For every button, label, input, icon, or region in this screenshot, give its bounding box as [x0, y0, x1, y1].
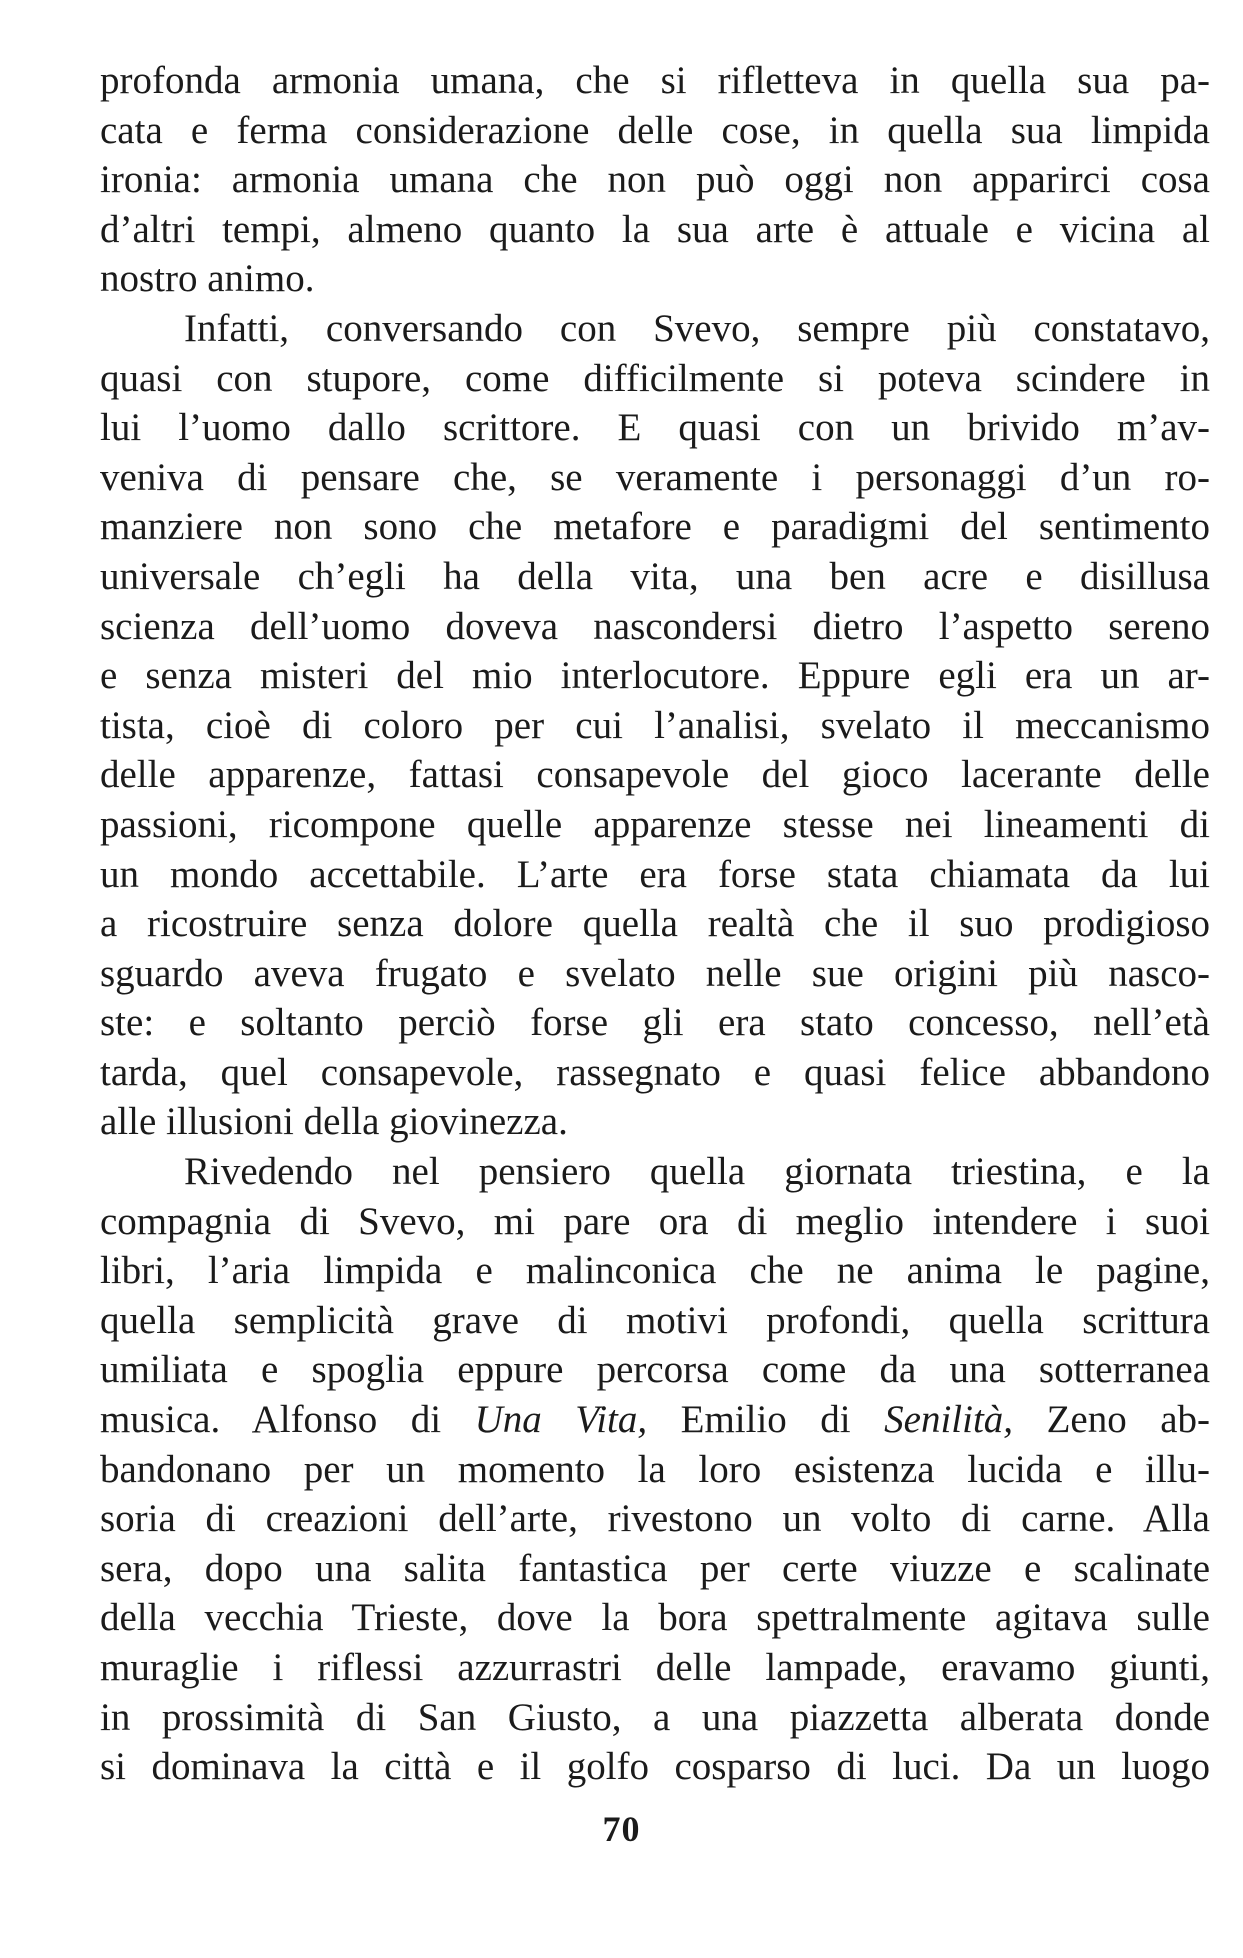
text-line-with-titles [100, 1395, 1210, 1445]
text-line: soria di creazioni dell’arte, rivestono un volto di carne. Alla [100, 1497, 1210, 1541]
text-line: Rivedendo nel pensiero quella giornata triestina, e la [184, 1150, 1210, 1194]
text-line: alle illusioni della giovinezza. [100, 1100, 568, 1144]
text-run: musica. Alfonso di [100, 1398, 475, 1442]
text-run: Emilio di [647, 1398, 885, 1442]
text-line: tista, cioè di coloro per cui l’analisi, svelato il meccanismo [100, 703, 1210, 747]
text-line: tarda, quel consapevole, rassegnato e quasi felice abbandono [100, 1050, 1210, 1094]
book-title-senilita: Senilità, [884, 1398, 1014, 1442]
page-number: 70 [602, 1809, 641, 1849]
text-line: Infatti, conversando con Svevo, sempre più constatavo, [184, 306, 1210, 350]
text-line: sguardo aveva frugato e svelato nelle sue origini più nasco- [100, 951, 1210, 995]
text-line: ironia: armonia umana che non può oggi non apparirci cosa [100, 158, 1210, 202]
body-text [100, 56, 1210, 1792]
text-line: lui l’uomo dallo scrittore. E quasi con un brivido m’av- [100, 406, 1210, 450]
text-line: scienza dell’uomo doveva nascondersi dietro l’aspetto sereno [100, 604, 1210, 648]
text-line: veniva di pensare che, se veramente i personaggi d’un ro- [100, 455, 1210, 499]
text-line: della vecchia Trieste, dove la bora spettralmente agitava sulle [100, 1596, 1210, 1640]
text-line: sera, dopo una salita fantastica per certe viuzze e scalinate [100, 1546, 1210, 1590]
text-line: e senza misteri del mio interlocutore. Eppure egli era un ar- [100, 654, 1210, 698]
text-line: in prossimità di San Giusto, a una piazzetta alberata donde [100, 1695, 1210, 1739]
text-line: umiliata e spoglia eppure percorsa come da una sotterranea [100, 1348, 1210, 1392]
text-line: cata e ferma considerazione delle cose, in quella sua limpida [100, 108, 1210, 152]
text-line: manziere non sono che metafore e paradigmi del sentimento [100, 505, 1210, 549]
text-line: quasi con stupore, come difficilmente si poteva scindere in [100, 356, 1210, 400]
text-line: a ricostruire senza dolore quella realtà che il suo prodigioso [100, 902, 1210, 946]
text-line: profonda armonia umana, che si rifletteva in quella sua pa- [100, 59, 1210, 102]
text-line: universale ch’egli ha della vita, una ben acre e disillusa [100, 554, 1210, 598]
text-run: Zeno ab- [1013, 1398, 1211, 1442]
text-line: un mondo accettabile. L’arte era forse stata chiamata da lui [100, 852, 1210, 896]
text-line: bandonano per un momento la loro esistenza lucida e illu- [100, 1447, 1210, 1491]
text-line: muraglie i riflessi azzurrastri delle lampade, eravamo giunti, [100, 1646, 1210, 1689]
paragraph-2 [100, 304, 1210, 1147]
text-line: passioni, ricompone quelle apparenze stesse nei lineamenti di [100, 802, 1210, 846]
text-line: d’altri tempi, almeno quanto la sua arte è attuale e vicina al [100, 207, 1210, 251]
paragraph-1 [100, 56, 1210, 304]
text-line: libri, l’aria limpida e malinconica che ne anima le pagine, [100, 1249, 1210, 1293]
text-line: si dominava la città e il golfo cosparso di luci. Da un luogo [100, 1745, 1210, 1789]
text-line: ste: e soltanto perciò forse gli era stato concesso, nell’età [100, 1001, 1210, 1045]
text-line: nostro animo. [100, 257, 315, 301]
paragraph-3 [100, 1147, 1210, 1792]
text-line: quella semplicità grave di motivi profondi, quella scrittura [100, 1298, 1210, 1342]
text-line: compagnia di Svevo, mi pare ora di meglio intendere i suoi [100, 1199, 1210, 1243]
text-line: delle apparenze, fattasi consapevole del gioco lacerante delle [100, 753, 1210, 797]
book-title-una-vita: Una Vita, [474, 1398, 648, 1442]
